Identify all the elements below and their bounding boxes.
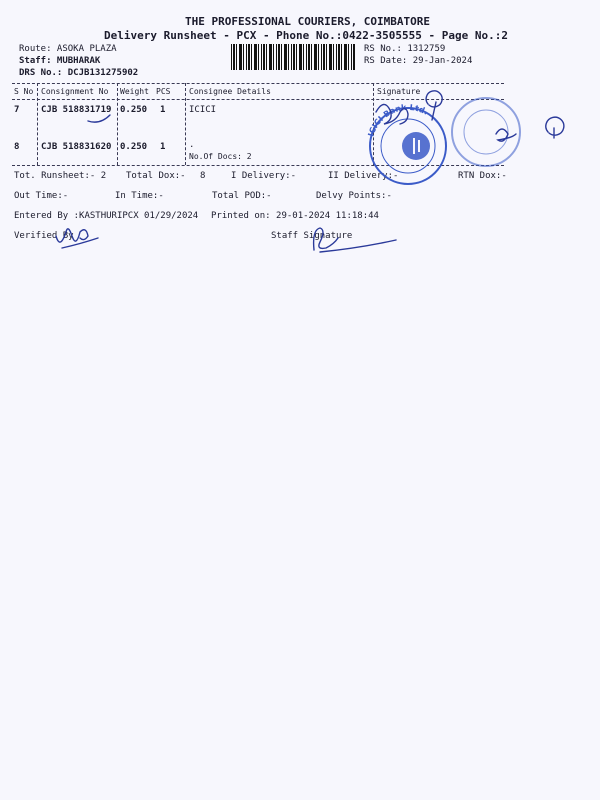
row-sno: 8 [14,142,20,152]
drs-number: DRS No.: DCJB131275902 [19,68,139,78]
entered-by: Entered By :KASTHURIPCX 01/29/2024 [14,211,199,221]
total-dox-label: Total Dox:- [126,171,186,181]
delvy-points: Delvy Points:- [316,191,392,201]
bank-stamp-faded [452,98,520,166]
row-doc-count: No.Of Docs: 2 [189,152,252,161]
header-sno: S No [14,87,34,96]
row-pcs: 1 [160,105,166,115]
route-label: Route: ASOKA PLAZA [19,44,117,54]
staff-signature [314,228,396,252]
verified-signature [56,229,98,248]
total-dox-value: 8 [200,171,206,181]
row-sno: 7 [14,105,20,115]
total-runsheet: Tot. Runsheet:- 2 [14,171,107,181]
rs-date: RS Date: 29-Jan-2024 [364,56,473,66]
rtn-dox: RTN Dox:- [458,171,507,181]
printed-on: Printed on: 29-01-2024 11:18:44 [211,211,379,221]
total-pod: Total POD:- [212,191,272,201]
in-time: In Time:- [115,191,164,201]
out-time: Out Time:- [14,191,69,201]
stamp-text: ICICI Bank Ltd. [366,102,430,138]
company-title: THE PROFESSIONAL COURIERS, COIMBATORE [185,15,431,28]
header-consignee: Consignee Details [189,87,271,96]
i-delivery: I Delivery:- [231,171,297,181]
rs-number: RS No.: 1312759 [364,44,446,54]
header-consignment: Consignment No [41,87,109,96]
row-consignee: . [189,140,195,150]
header-weight: Weight [120,87,149,96]
row-consignment: CJB 518831620 [41,142,112,152]
header-signature: Signature [377,87,421,96]
row-weight: 0.250 [120,142,148,152]
ii-delivery: II Delivery:- [328,171,399,181]
runsheet-subtitle: Delivery Runsheet - PCX - Phone No.:0422-3505555 - Page No.:2 [104,29,508,42]
row-weight: 0.250 [120,105,148,115]
row-pcs: 1 [160,142,166,152]
pen-tick-mark [88,115,110,122]
row-consignment: CJB 518831719 [41,105,112,115]
verified-by: Verified By [14,231,74,241]
staff-label: Staff: MUBHARAK [19,56,101,66]
bank-stamp [366,103,446,184]
row-consignee: ICICI [189,105,217,115]
staff-signature-label: Staff Signature [271,231,353,241]
header-pcs: PCS [156,87,171,96]
receiver-signature-tail [496,117,564,141]
